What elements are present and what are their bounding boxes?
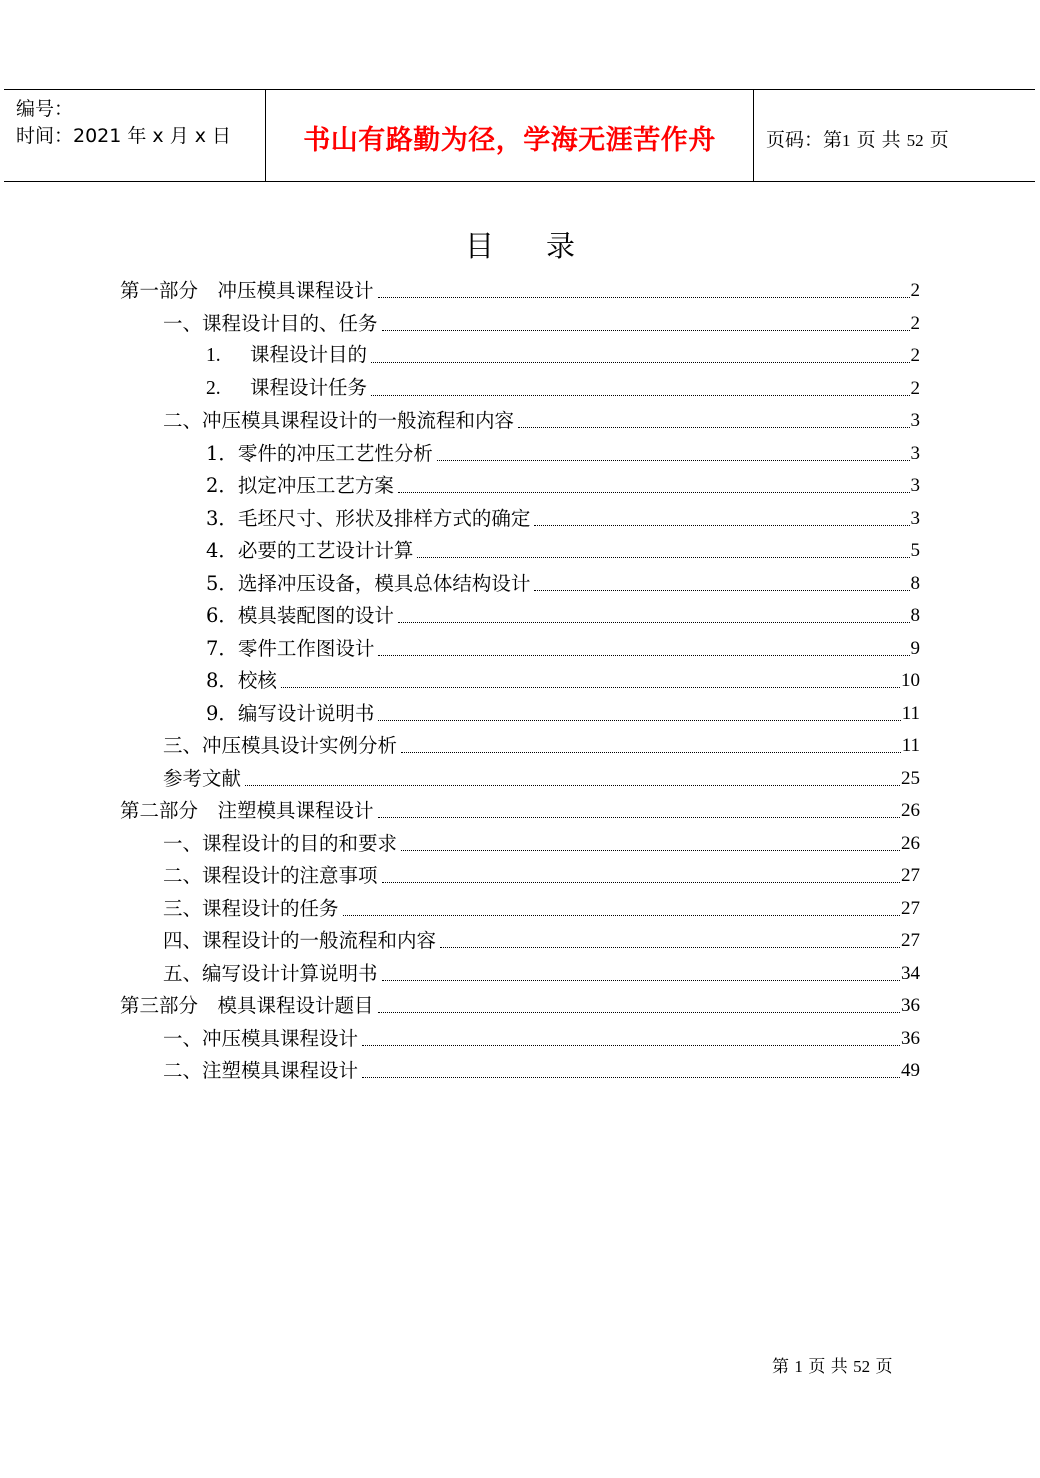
footer-mid: 页 共 bbox=[808, 1357, 848, 1377]
toc-entry-label: 四、课程设计的一般流程和内容 bbox=[163, 929, 437, 952]
toc-entry-page: 2 bbox=[910, 312, 920, 334]
toc-entry[interactable] bbox=[206, 504, 920, 534]
footer-prefix: 第 bbox=[772, 1357, 789, 1377]
document-date: 时间：2021 年 x 月 x 日 bbox=[16, 125, 232, 147]
toc-entry[interactable] bbox=[206, 601, 920, 631]
toc-entry-label: 5．选择冲压设备，模具总体结构设计 bbox=[206, 571, 531, 595]
toc-entry-page: 3 bbox=[910, 475, 920, 496]
toc-entry[interactable] bbox=[206, 439, 920, 469]
toc-entry-page: 34 bbox=[901, 962, 920, 984]
toc-entry[interactable] bbox=[163, 959, 920, 989]
toc-entry-page: 11 bbox=[901, 702, 920, 724]
toc-entry-page: 26 bbox=[901, 832, 920, 854]
toc-entry[interactable] bbox=[163, 731, 920, 761]
toc-entry-page: 2 bbox=[910, 345, 920, 366]
toc-entry-label: 7．零件工作图设计 bbox=[206, 636, 375, 660]
toc-entry-label: 6．模具装配图的设计 bbox=[206, 604, 394, 627]
toc-entry[interactable] bbox=[163, 309, 920, 339]
page-total: 52 bbox=[906, 131, 924, 150]
toc-entry[interactable] bbox=[206, 536, 920, 566]
page-prefix: 页码：第 bbox=[766, 129, 843, 151]
toc-entry[interactable] bbox=[120, 991, 920, 1021]
toc-entry-label: 二、课程设计的注意事项 bbox=[163, 864, 378, 887]
toc-title-char-2: 录 bbox=[546, 229, 576, 263]
toc-entry-page: 11 bbox=[901, 735, 920, 756]
toc-entry[interactable] bbox=[163, 1056, 920, 1086]
footer-page-current: 1 bbox=[794, 1357, 803, 1376]
toc-entry-label: 二、注塑模具课程设计 bbox=[163, 1059, 359, 1082]
header-info-cell bbox=[4, 90, 266, 181]
toc-entry-page: 5 bbox=[910, 540, 920, 561]
toc-entry-label: 课程设计目的 bbox=[250, 343, 368, 366]
toc-entry-label: 参考文献 bbox=[163, 766, 242, 790]
toc-entry-label: 2．拟定冲压工艺方案 bbox=[206, 474, 394, 497]
toc-entry-page: 49 bbox=[901, 1060, 920, 1081]
toc-entry-page: 9 bbox=[910, 637, 920, 659]
header-page-cell bbox=[754, 90, 1035, 181]
toc-entry-label: 五、编写设计计算说明书 bbox=[163, 961, 378, 985]
toc-entry-number: 2. bbox=[206, 377, 221, 399]
toc-entry-page: 3 bbox=[910, 410, 920, 431]
toc-entry[interactable] bbox=[163, 926, 920, 956]
toc-entry-number: 1. bbox=[206, 345, 221, 366]
toc-entry-label: 一、课程设计的目的和要求 bbox=[163, 831, 398, 855]
toc-entry[interactable] bbox=[163, 861, 920, 891]
toc-entry-page: 27 bbox=[901, 897, 920, 919]
toc-entry[interactable] bbox=[206, 569, 920, 599]
toc-entry-page: 8 bbox=[910, 605, 920, 626]
toc-entry[interactable] bbox=[120, 276, 920, 306]
toc-entry-label: 3．毛坯尺寸、形状及排样方式的确定 bbox=[206, 506, 531, 530]
toc-entry-label: 4．必要的工艺设计计算 bbox=[206, 539, 414, 562]
page-mid: 页 共 bbox=[856, 129, 901, 151]
toc-entry[interactable] bbox=[206, 634, 920, 664]
toc-entry-label: 1．零件的冲压工艺性分析 bbox=[206, 441, 433, 465]
toc-title bbox=[0, 224, 1040, 265]
toc-entry[interactable] bbox=[206, 374, 920, 404]
footer-page-total: 52 bbox=[853, 1357, 871, 1376]
page-current: 1 bbox=[842, 131, 851, 150]
toc-entry-page: 3 bbox=[910, 442, 920, 464]
toc-entry-page: 2 bbox=[910, 377, 920, 399]
toc-entry-page: 27 bbox=[901, 930, 920, 951]
toc-entry-label: 三、冲压模具设计实例分析 bbox=[163, 734, 398, 757]
toc-entry-page: 2 bbox=[910, 280, 920, 301]
toc-entry[interactable] bbox=[163, 894, 920, 924]
toc-entry-label: 二、冲压模具课程设计的一般流程和内容 bbox=[163, 409, 515, 432]
toc-entry-page: 8 bbox=[910, 572, 920, 594]
toc-entry-label: 课程设计任务 bbox=[250, 375, 368, 399]
toc-entry-page: 10 bbox=[901, 670, 920, 691]
toc-entry-page: 27 bbox=[901, 865, 920, 886]
toc-entry[interactable] bbox=[206, 471, 920, 501]
header-motto-cell bbox=[266, 90, 754, 181]
toc-entry-page: 36 bbox=[901, 1027, 920, 1049]
toc-entry[interactable] bbox=[206, 341, 920, 371]
toc-entry[interactable] bbox=[163, 1024, 920, 1054]
toc-entry[interactable] bbox=[163, 764, 920, 794]
toc-entry-label: 8．校核 bbox=[206, 669, 277, 692]
toc-entry-label: 第二部分 注塑模具课程设计 bbox=[120, 799, 374, 822]
page-footer bbox=[772, 1352, 893, 1377]
toc-entry-page: 36 bbox=[901, 995, 920, 1016]
toc-entry-label: 第三部分 模具课程设计题目 bbox=[120, 994, 374, 1017]
toc-entry[interactable] bbox=[163, 406, 920, 436]
toc-entry-page: 25 bbox=[901, 767, 920, 789]
page-suffix: 页 bbox=[929, 129, 949, 151]
toc-entry[interactable] bbox=[163, 829, 920, 859]
footer-suffix: 页 bbox=[875, 1357, 893, 1377]
toc-entry-label: 一、冲压模具课程设计 bbox=[163, 1026, 359, 1050]
toc-entry[interactable] bbox=[206, 666, 920, 696]
motto-text: 书山有路勤为径，学海无涯苦作舟 bbox=[303, 125, 716, 156]
toc-entry-label: 三、课程设计的任务 bbox=[163, 896, 339, 920]
toc-entry-label: 9．编写设计说明书 bbox=[206, 701, 375, 725]
page-header bbox=[4, 89, 1035, 182]
header-page-number bbox=[766, 125, 949, 152]
toc-entry-page: 3 bbox=[910, 507, 920, 529]
toc-entry[interactable] bbox=[206, 699, 920, 729]
toc-title-char-1: 目 bbox=[464, 229, 494, 263]
toc-entry-page: 26 bbox=[901, 800, 920, 821]
toc-entry-label: 一、课程设计目的、任务 bbox=[163, 311, 378, 335]
toc-entry-label: 第一部分 冲压模具课程设计 bbox=[120, 279, 374, 302]
document-code-label: 编号： bbox=[16, 98, 74, 120]
toc-entry[interactable] bbox=[120, 796, 920, 826]
